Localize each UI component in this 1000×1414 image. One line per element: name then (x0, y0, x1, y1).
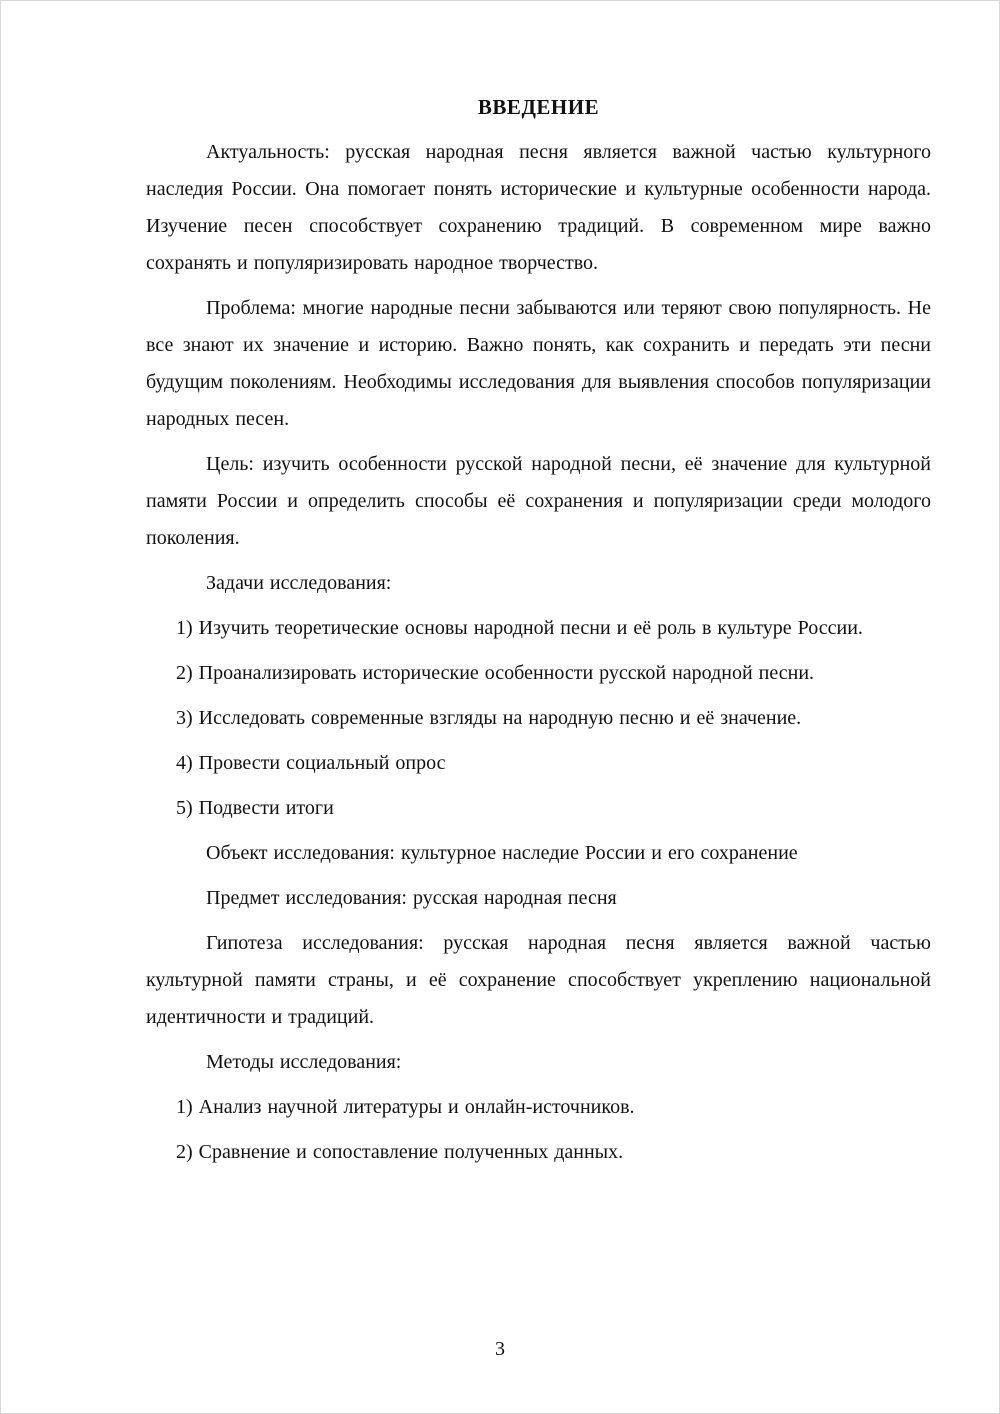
paragraph: 3) Исследовать современные взгляды на народную песню и её значение. (176, 707, 802, 729)
paragraph: 5) Подвести итоги (176, 797, 334, 819)
paragraph: 2) Сравнение и сопоставление полученных данных. (176, 1141, 624, 1163)
paragraph: Гипотеза исследования: русская народная песня является важной частью культурной памяти страны, и её сохранение способствует укреплению национальной идентичности и традиций. (146, 932, 931, 1028)
paragraph: Задачи исследования: (206, 572, 392, 594)
paragraph: 1) Анализ научной литературы и онлайн-источников. (176, 1096, 635, 1118)
document-body (146, 134, 931, 1171)
paragraph: Актуальность: русская народная песня является важной частью культурного наследия России. Она помогает понять исторические и культурные особенности народа. Изучение песен способствует сохранению традиций. В современном мире важно сохранять и популяризировать народное творчество. (146, 141, 931, 274)
paragraph: Предмет исследования: русская народная песня (206, 887, 617, 909)
page-number: 3 (495, 1338, 505, 1360)
paragraph: 2) Проанализировать исторические особенности русской народной песни. (176, 662, 815, 684)
paragraph: 4) Провести социальный опрос (176, 752, 446, 774)
paragraph: 1) Изучить теоретические основы народной песни и её роль в культуре России. (176, 617, 863, 639)
paragraph: Объект исследования: культурное наследие России и его сохранение (206, 842, 798, 864)
paragraph: Проблема: многие народные песни забываются или теряют свою популярность. Не все знают их значение и историю. Важно понять, как сохранить и передать эти песни будущим поколениям. Необходимы исследования для выявления способов популяризации народных песен. (146, 297, 931, 430)
page-title: ВВЕДЕНИЕ (477, 95, 600, 119)
paragraph: Цель: изучить особенности русской народной песни, её значение для культурной памяти России и определить способы её сохранения и популяризации среди молодого поколения. (146, 453, 931, 549)
paragraph: Методы исследования: (206, 1051, 402, 1073)
